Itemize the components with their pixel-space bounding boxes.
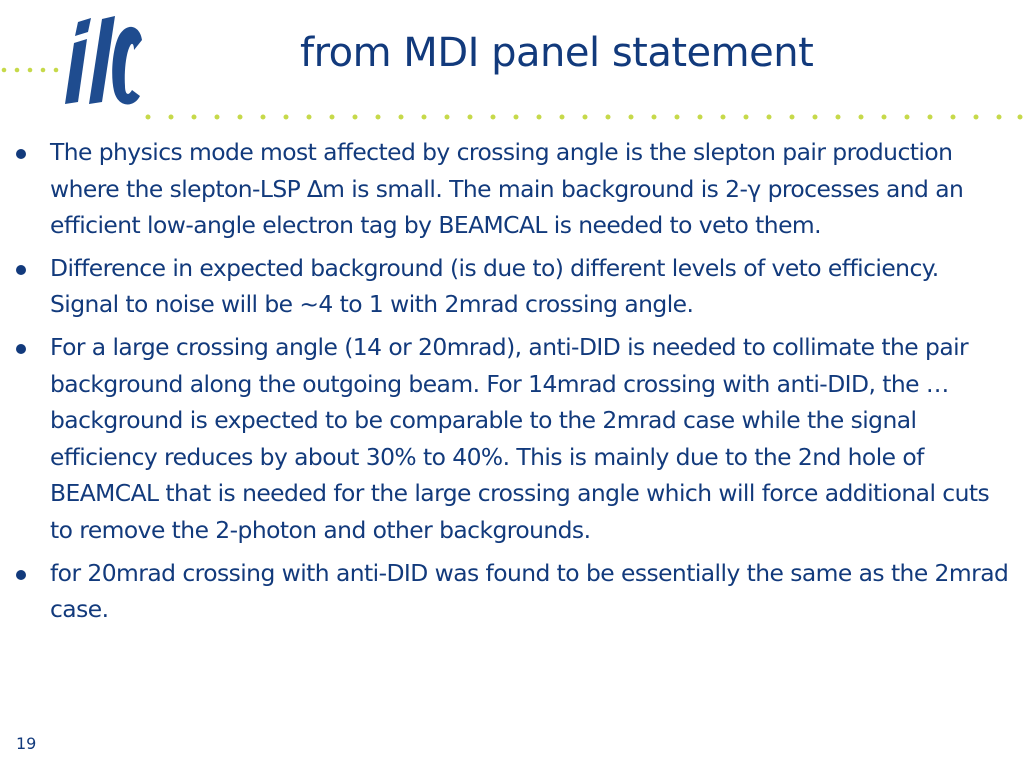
- bullet-item: [16, 555, 1014, 628]
- bullet-item: [16, 250, 1014, 323]
- bullet-text: For a large crossing angle (14 or 20mrad), anti-DID is needed to collimate the pair background along the outgoing beam. For 14mrad crossing with anti-DID, the … background is expected to be comparable to the 2mrad case while the signal efficiency reduces by about 30% to 40%. This is mainly due to the 2nd hole of BEAMCAL that is needed for the large crossing angle which will force additional cuts to remove the 2-photon and other backgrounds.: [50, 332, 990, 544]
- bullet-dot-icon: [16, 344, 26, 354]
- page-number: 19: [16, 734, 37, 753]
- bullet-text: Difference in expected background (is due to) different levels of veto efficiency. Signal to noise will be ~4 to 1 with 2mrad crossing angle.: [50, 253, 939, 319]
- bullet-dot-icon: [16, 149, 26, 159]
- bullet-item: [16, 134, 1014, 244]
- bullet-text: The physics mode most affected by crossing angle is the slepton pair production where the slepton-LSP ∆m is small. The main background is 2-γ processes and an efficient low-angle electron tag by BEAMCAL is needed to veto them.: [50, 138, 964, 240]
- bullet-dot-icon: [16, 265, 26, 275]
- bullet-item: [16, 329, 1014, 549]
- bullet-text: for 20mrad crossing with anti-DID was found to be essentially the same as the 2mrad case.: [50, 558, 1009, 624]
- bullet-list: [16, 134, 1014, 634]
- ilc-logo-icon: [58, 16, 144, 108]
- dotted-line-title-rule: [138, 112, 1024, 122]
- bullet-dot-icon: [16, 570, 26, 580]
- dotted-line-left: [0, 66, 60, 74]
- slide-title: from MDI panel statement: [300, 30, 814, 76]
